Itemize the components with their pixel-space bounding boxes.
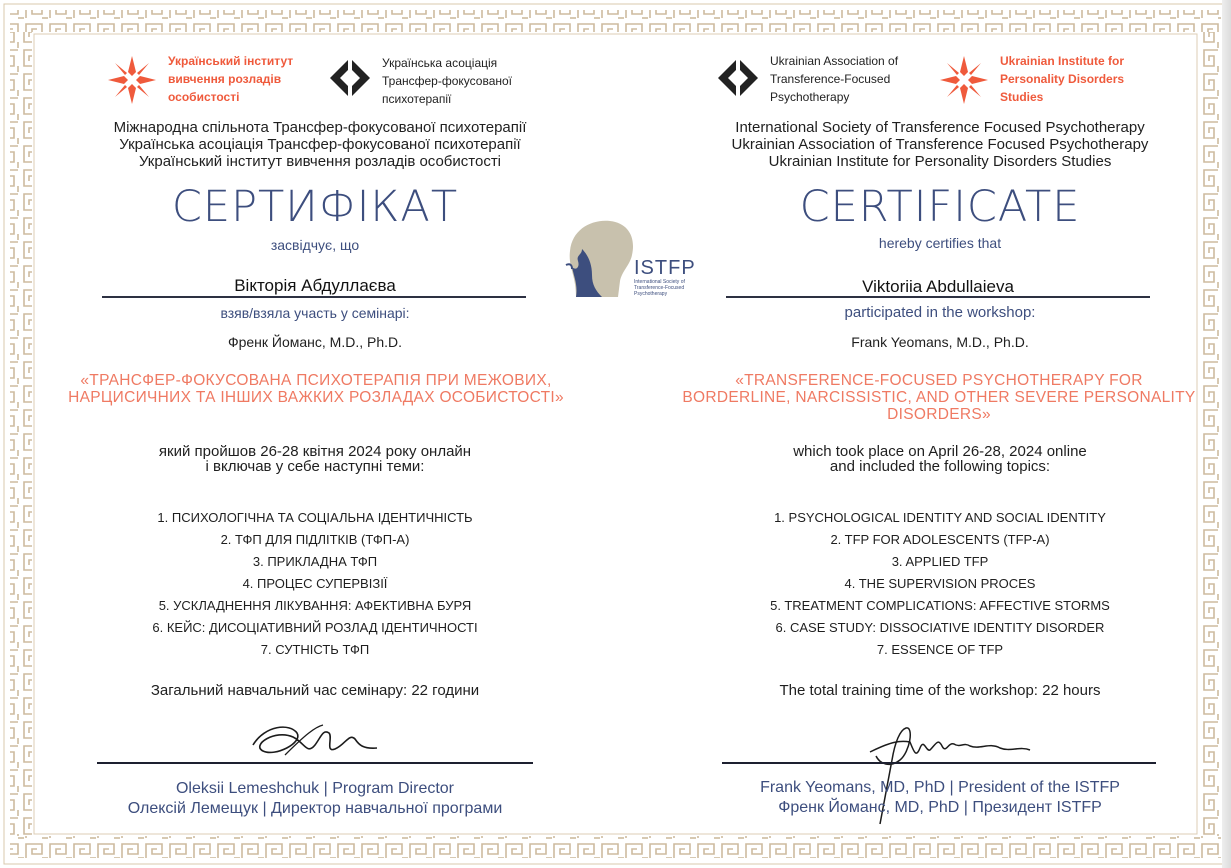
association-mark-icon [328,56,372,100]
info-line-1-ua: який пройшов 26-28 квітня 2024 року онлайн [158,443,472,460]
org-line-2-en: Ukrainian Association of Transference Focused Psychotherapy [731,136,1149,153]
signer-line-1-ua: Oleksii Lemeshchuk | Program Director [175,780,455,797]
signer-line-1-en: Frank Yeomans, MD, PhD | President of the ISTFP [760,779,1120,796]
topic-item: 2. TFP FOR ADOLESCENTS (TFP-A) [830,532,1050,547]
topic-item: 5. TREATMENT COMPLICATIONS: AFFECTIVE STORMS [770,598,1110,613]
participated-ua: взяв/взяла участь у семінарі: [220,305,410,321]
signer-line-2-en: Френк Йоманс, MD, PhD | Президент ISTFP [778,799,1102,816]
name-underline-ua [102,296,526,298]
org-line-1-en: International Society of Transference Focused Psychotherapy [735,119,1145,136]
certifies-en: hereby certifies that [878,235,1002,251]
topic-item: 1. ПСИХОЛОГІЧНА ТА СОЦІАЛЬНА ІДЕНТИЧНІСТЬ [157,510,473,525]
uatfp-logo-right [716,52,926,108]
signature-lemeshchuk [245,715,385,765]
info-line-2-en: and included the following topics: [829,458,1051,475]
right-edge-shadow [1222,0,1231,868]
trainer-ua: Френк Йоманс, M.D., Ph.D. [227,334,403,350]
topic-item: 4. ПРОЦЕС СУПЕРВІЗІЇ [242,576,388,591]
signer-line-2-ua: Олексій Лемещук | Директор навчальної програми [127,800,503,817]
topic-item: 1. PSYCHOLOGICAL IDENTITY AND SOCIAL IDENTITY [774,510,1106,525]
association-mark-icon [716,56,760,100]
recipient-name-en: Viktoriia Abdullaieva [862,277,1014,296]
uipds-logo-text-en: Ukrainian Institute for Personality Disorders Studies [1000,54,1125,104]
star-burst-icon [106,54,158,106]
topic-item: 7. ESSENCE OF TFP [876,642,1004,657]
topics-list-en [685,507,1195,661]
certificate-title-en: CERTIFICATE [799,182,1081,232]
uipds-logo-left [106,52,306,108]
topic-item: 6. CASE STUDY: DISSOCIATIVE IDENTITY DISORDER [775,620,1105,635]
topic-item: 4. THE SUPERVISION PROCES [844,576,1036,591]
certificate-title-ua: СЕРТИФІКАТ [171,182,459,232]
uatfp-logo-text-en: Ukrainian Association of Transference-Focused Psychotherapy [770,54,899,104]
istfp-abbr: ISTFP [634,257,696,279]
info-line-1-en: which took place on April 26-28, 2024 online [793,443,1087,460]
name-underline-en [726,296,1150,298]
topic-item: 3. ПРИКЛАДНА ТФП [252,554,378,569]
workshop-title-ua: «ТРАНСФЕР-ФОКУСОВАНА ПСИХОТЕРАПІЯ ПРИ МЕЖОВИХ, НАРЦИСИЧНИХ ТА ІНШИХ ВАЖКИХ РОЗЛАДАХ ОСОБИСТОСТІ» [68,372,564,406]
workshop-title-en: «TRANSFERENCE-FOCUSED PSYCHOTHERAPY FOR BORDERLINE, NARCISSISTIC, AND OTHER SEVERE PERSONALITY DISORDERS» [682,372,1196,423]
istfp-logo [562,215,696,300]
signature-line-en [722,762,1156,764]
org-line-3-en: Ukrainian Institute for Personality Disorders Studies [768,153,1112,170]
head-profile-icon [562,215,642,299]
topics-list-ua [60,507,570,661]
topic-item: 6. КЕЙС: ДИСОЦІАТИВНИЙ РОЗЛАД ІДЕНТИЧНОСТІ [152,620,478,635]
org-line-1-ua: Міжнародна спільнота Трансфер-фокусованої психотерапії [113,119,527,136]
istfp-fullname: International Society of Transference-Focused Psychotherapy [634,279,685,297]
org-line-3-ua: Український інститут вивчення розладів особистості [138,153,502,170]
uipds-logo-text: Український інститут вивчення розладів особистості [168,54,294,104]
total-hours-en: The total training time of the workshop: 22 hours [779,682,1101,699]
recipient-name-ua: Вікторія Абдуллаєва [234,276,396,295]
trainer-en: Frank Yeomans, M.D., Ph.D. [851,334,1029,350]
topic-item: 5. УСКЛАДНЕННЯ ЛІКУВАННЯ: АФЕКТИВНА БУРЯ [158,598,472,613]
certifies-ua: засвідчує, що [270,237,360,253]
topic-item: 7. СУТНІСТЬ ТФП [260,642,370,657]
uipds-logo-right [938,52,1148,108]
total-hours-ua: Загальний навчальний час семінару: 22 години [150,682,480,699]
org-line-2-ua: Українська асоціація Трансфер-фокусованої психотерапії [119,136,521,153]
topic-item: 3. APPLIED TFP [891,554,989,569]
uatfp-logo-left [328,54,538,106]
uatfp-logo-text: Українська асоціація Трансфер-фокусованої психотерапії [382,56,513,106]
topic-item: 2. ТФП ДЛЯ ПІДЛІТКІВ (ТФП-А) [220,532,410,547]
info-line-2-ua: і включав у себе наступні теми: [205,458,425,475]
star-burst-icon [938,54,990,106]
participated-en: participated in the workshop: [844,304,1036,321]
signature-line-ua [97,762,533,764]
